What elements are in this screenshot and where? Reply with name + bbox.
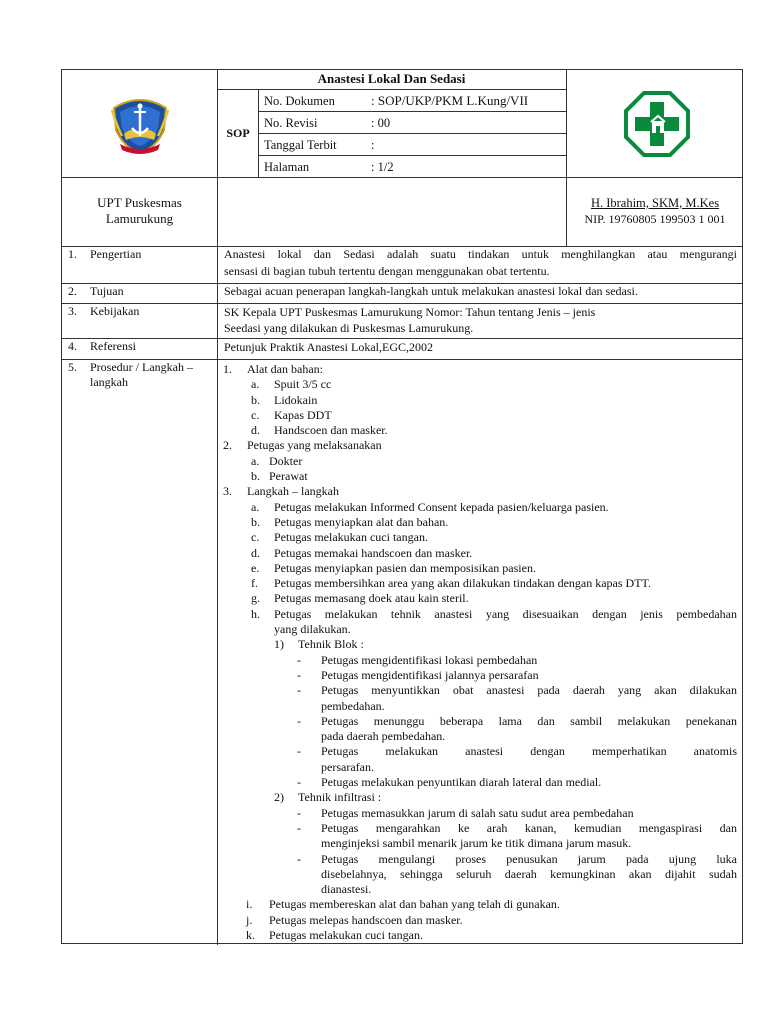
list-item	[223, 438, 734, 453]
list-marker: b.	[251, 469, 260, 484]
section-label: Referensi	[90, 339, 136, 353]
list-item	[229, 713, 737, 729]
list-text: Petugas mengarahkan ke arah kanan, kemudian mengaspirasi dan	[321, 820, 737, 835]
list-marker: d.	[251, 423, 260, 438]
list-item	[229, 744, 737, 759]
bullet-dash: -	[297, 744, 301, 759]
list-item	[229, 546, 734, 561]
list-item	[229, 806, 734, 821]
list-text: Dokter	[269, 453, 303, 468]
list-number: 1)	[274, 637, 284, 652]
puskesmas-cross-icon	[624, 91, 690, 157]
bullet-dash: -	[297, 683, 301, 698]
list-text: Alat dan bahan:	[247, 362, 323, 376]
field-value: :	[371, 138, 375, 152]
list-item	[229, 576, 734, 591]
list-text: dianastesi.	[321, 882, 372, 897]
section-content: Seedasi yang dilakukan di Puskesmas Lamurukung.	[224, 321, 474, 335]
field-label: No. Dokumen	[264, 94, 335, 108]
section-label: Tujuan	[90, 284, 124, 298]
list-item	[229, 729, 734, 744]
list-text: Petugas mengulangi proses penusukan jarum pada ujung luka	[321, 851, 737, 866]
column-divider	[217, 70, 218, 945]
list-text: Kapas DDT	[274, 407, 332, 422]
list-item	[229, 606, 737, 622]
section-content: sensasi di bagian tubuh tertentu dengan menggunakan obat tertentu.	[224, 264, 550, 278]
org-name: Lamurukung	[105, 211, 174, 226]
section-content: Anastesi lokal dan Sedasi adalah suatu tindakan untuk menghilangkan atau mengurangi	[224, 247, 737, 261]
org-name: UPT Puskesmas	[97, 195, 182, 210]
section-content: Sebagai acuan penerapan langkah-langkah untuk melakukan anastesi lokal dan sedasi.	[224, 284, 638, 298]
signatory-nip: NIP. 19760805 199503 1 001	[584, 212, 726, 226]
list-text: Petugas melakukan anastesi dengan memperhatikan anatomis	[321, 744, 737, 759]
list-text: Petugas melakukan Informed Consent kepada pasien/keluarga pasien.	[274, 499, 609, 514]
list-item	[229, 393, 734, 408]
section-label: Prosedur / Langkah –	[90, 360, 193, 374]
section-label: Pengertian	[90, 247, 142, 261]
list-marker: g.	[251, 591, 260, 606]
field-label: Tanggal Terbit	[264, 138, 337, 152]
list-text: Petugas memasang doek atau kain steril.	[274, 591, 469, 606]
list-text: Petugas memakai handscoen dan masker.	[274, 545, 473, 560]
bullet-dash: -	[297, 805, 301, 820]
procedure-content	[223, 362, 737, 943]
list-marker: i.	[246, 897, 253, 912]
list-text: Petugas membereskan alat dan bahan yang telah di gunakan.	[269, 897, 560, 912]
list-item	[229, 377, 734, 392]
list-marker: h.	[251, 606, 260, 621]
list-marker: b.	[251, 392, 260, 407]
list-item	[229, 653, 734, 668]
list-text: Petugas menunggu beberapa lama dan sambil melakukan penekanan	[321, 713, 737, 728]
list-item	[229, 913, 734, 928]
list-item	[229, 530, 734, 545]
list-item	[229, 637, 734, 652]
row-divider	[62, 177, 742, 178]
list-text: Petugas melakukan cuci tangan.	[274, 530, 428, 545]
list-item	[229, 423, 734, 438]
section-number: 2.	[68, 284, 77, 298]
signatory-name: H. Ibrahim, SKM, M.Kes	[590, 196, 720, 210]
list-text: Petugas mengidentifikasi jalannya persarafan	[321, 667, 539, 682]
bullet-dash: -	[297, 775, 301, 790]
list-item	[229, 454, 734, 469]
list-item	[229, 515, 734, 530]
list-item	[229, 851, 737, 867]
list-text: yang dilakukan.	[274, 622, 351, 637]
list-text: Perawat	[269, 469, 308, 484]
list-item	[229, 928, 734, 943]
list-marker: f.	[251, 576, 258, 591]
list-item	[229, 820, 737, 836]
list-marker: d.	[251, 545, 260, 560]
list-item	[229, 469, 734, 484]
list-item	[229, 882, 734, 897]
list-marker: j.	[246, 912, 253, 927]
list-marker: a.	[251, 499, 260, 514]
bullet-dash: -	[297, 851, 301, 866]
section-content: SK Kepala UPT Puskesmas Lamurukung Nomor: Tahun tentang Jenis – jenis	[224, 305, 596, 319]
list-item	[229, 699, 734, 714]
bullet-dash: -	[297, 667, 301, 682]
list-item	[229, 622, 734, 637]
list-item	[223, 484, 734, 499]
row-divider	[258, 111, 566, 112]
list-marker: e.	[251, 560, 260, 575]
government-crest-icon	[106, 90, 174, 156]
list-text: Petugas mengidentifikasi lokasi pembedahan	[321, 652, 538, 667]
list-item	[229, 408, 734, 423]
document-title: Anastesi Lokal Dan Sedasi	[317, 71, 466, 86]
list-number: 2)	[274, 790, 284, 805]
bullet-dash: -	[297, 820, 301, 835]
field-label: Halaman	[264, 160, 310, 174]
list-marker: a.	[251, 453, 260, 468]
list-marker: b.	[251, 514, 260, 529]
row-divider	[62, 338, 742, 339]
list-text: pada daerah pembedahan.	[321, 729, 446, 744]
list-text: Petugas membersihkan area yang akan dilakukan tindakan dengan kapas DTT.	[274, 576, 651, 591]
list-marker: a.	[251, 377, 260, 392]
section-number: 3.	[68, 304, 77, 318]
sop-label: SOP	[226, 126, 250, 140]
list-item	[229, 790, 734, 805]
list-item	[229, 561, 734, 576]
list-text: Langkah – langkah	[247, 484, 339, 499]
list-text: Petugas yang melaksanakan	[247, 438, 382, 453]
sop-document	[61, 69, 743, 944]
list-text: Petugas melepas handscoen dan masker.	[269, 912, 463, 927]
list-text: disebelahnya, sehingga seluruh daerah kemungkinan akan dijahit sudah	[321, 866, 737, 881]
bullet-dash: -	[297, 652, 301, 667]
field-value: : SOP/UKP/PKM L.Kung/VII	[371, 93, 529, 108]
list-item	[229, 760, 734, 775]
list-item	[229, 683, 737, 698]
list-text: pembedahan.	[321, 698, 385, 713]
list-item	[229, 668, 734, 683]
list-text: Spuit 3/5 cc	[274, 377, 332, 392]
list-item	[229, 591, 734, 606]
list-number: 1.	[223, 362, 232, 376]
list-text: Petugas menyiapkan pasien dan memposisikan pasien.	[274, 560, 536, 575]
list-text: Petugas menyiapkan alat dan bahan.	[274, 514, 449, 529]
list-marker: c.	[251, 407, 260, 422]
section-label: Kebijakan	[90, 304, 140, 318]
list-text: Petugas menyuntikkan obat anastesi pada daerah yang akan dilakukan	[321, 683, 737, 698]
list-item	[229, 500, 734, 515]
list-item	[229, 897, 734, 912]
list-text: Petugas memasukkan jarum di salah satu sudut area pembedahan	[321, 805, 634, 820]
list-text: Lidokain	[274, 392, 318, 407]
list-text: Petugas melakukan penyuntikan diarah lateral dan medial.	[321, 775, 602, 790]
list-marker: c.	[251, 530, 260, 545]
section-number: 4.	[68, 339, 77, 353]
section-content: Petunjuk Praktik Anastesi Lokal,EGC,2002	[224, 340, 433, 354]
section-number: 1.	[68, 247, 77, 261]
list-text: Handscoen dan masker.	[274, 423, 388, 438]
list-item	[229, 836, 734, 851]
field-value: : 1/2	[371, 160, 394, 174]
field-label: No. Revisi	[264, 116, 318, 130]
section-number: 5.	[68, 360, 77, 374]
section-label: langkah	[90, 375, 128, 389]
row-divider	[62, 303, 742, 304]
list-item	[229, 866, 737, 882]
row-divider	[258, 133, 566, 134]
row-divider	[258, 155, 566, 156]
list-marker: k.	[246, 927, 255, 942]
field-value: : 00	[371, 116, 391, 130]
list-item	[223, 362, 734, 377]
row-divider	[217, 89, 566, 90]
bullet-dash: -	[297, 713, 301, 728]
list-number: 2.	[223, 438, 232, 453]
list-text: Petugas melakukan tehnik anastesi yang disesuaikan dengan jenis pembedahan	[274, 606, 737, 621]
list-text: menginjeksi sambil menarik jarum ke titik dimana jarum masuk.	[321, 836, 632, 851]
list-text: Petugas melakukan cuci tangan.	[269, 927, 423, 942]
list-text: Tehnik Blok :	[298, 637, 364, 652]
list-number: 3.	[223, 484, 232, 499]
list-text: persarafan.	[321, 759, 374, 774]
list-text: Tehnik infiltrasi :	[298, 790, 382, 805]
list-item	[229, 775, 734, 790]
